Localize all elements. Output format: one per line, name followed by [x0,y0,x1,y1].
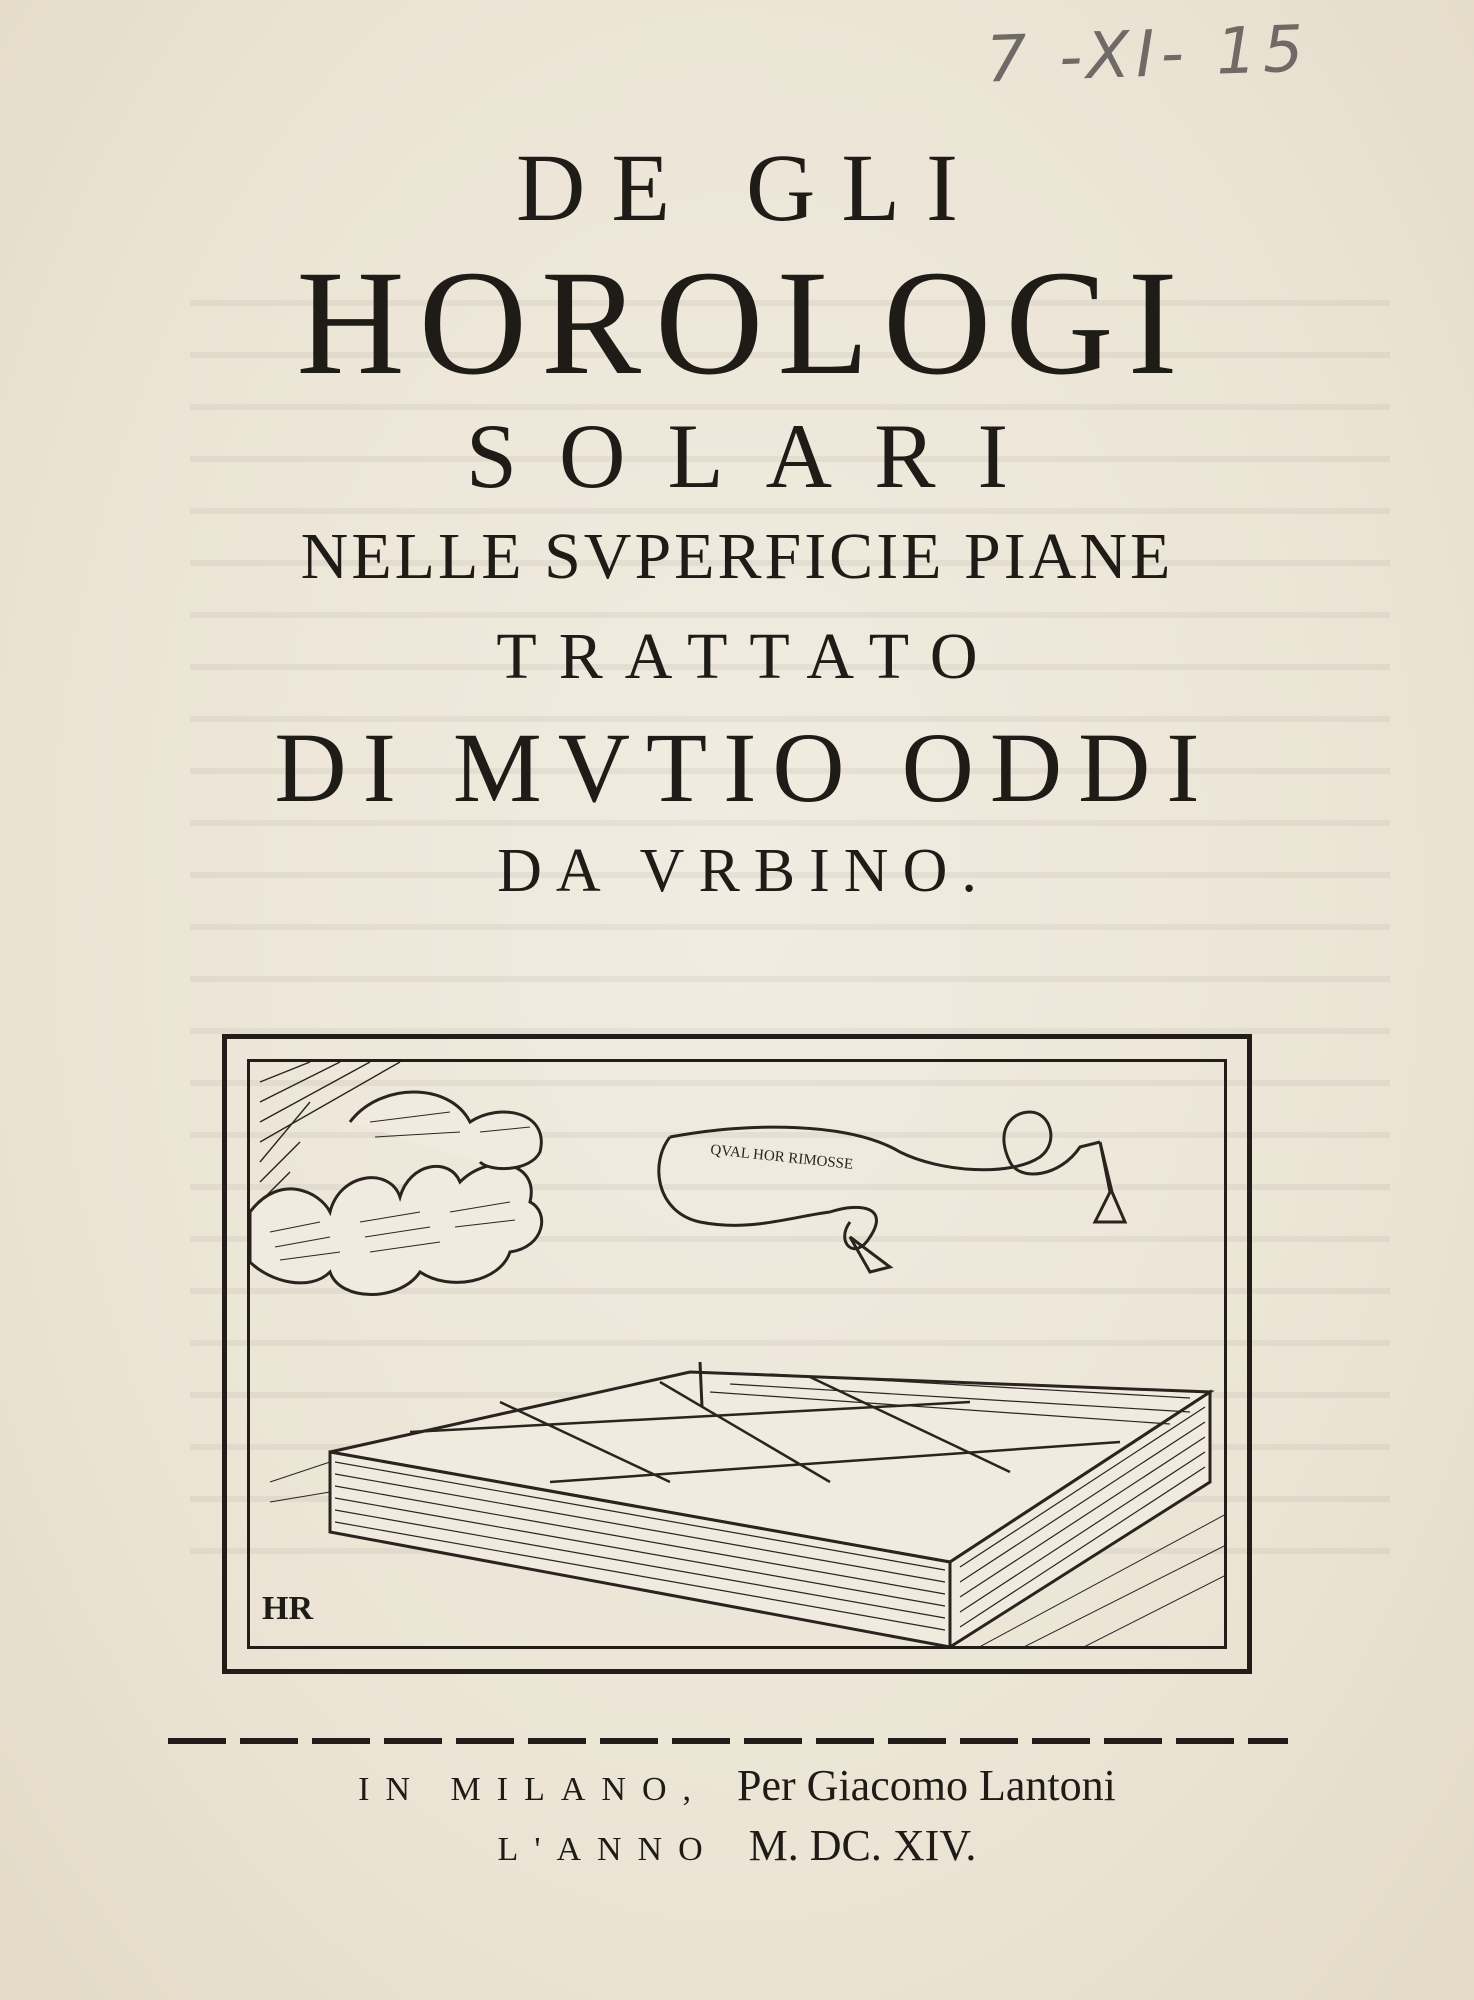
gnomon-icon [700,1362,702,1407]
imprint-year: M. DC. XIV. [748,1821,977,1870]
motto-banner-icon [659,1112,1125,1272]
banner-motto: QVAL HOR RIMOSSE [709,1142,854,1173]
divider-rule [168,1738,1288,1744]
title-line-4: NELLE SVPERFICIE PIANE [300,520,1174,593]
author-origin-line: DA VRBINO. [497,837,991,905]
imprint-printer: Per Giacomo Lantoni [737,1761,1116,1810]
imprint-line-1 [0,1760,1474,1811]
title-line-3: SOLARI [465,405,1051,507]
handwritten-note: 7 -XI- 15 [984,12,1311,98]
title-line-1: DE GLI [516,134,984,241]
woodcut-frame [222,1034,1252,1674]
imprint-year-prefix: L'ANNO [497,1831,719,1868]
imprint-city: IN MILANO, [358,1771,708,1808]
title-block [0,134,1474,905]
monogram-mark: HR [262,1590,313,1627]
title-line-5: TRATTATO [496,620,1000,693]
imprint-line-2 [0,1820,1474,1871]
sundial-woodcut-image [250,1062,1227,1649]
title-line-2: HOROLOGI [296,240,1192,406]
author-line: DI MVTIO ODDI [274,712,1216,823]
woodcut-illustration [247,1059,1227,1649]
